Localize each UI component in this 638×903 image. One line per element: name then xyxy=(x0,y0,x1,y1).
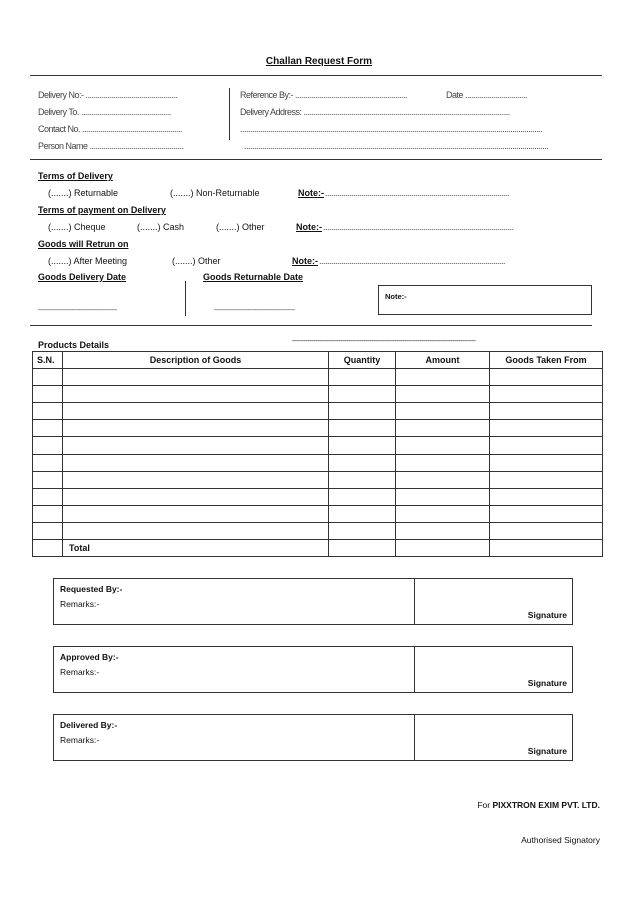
requested-by-signature[interactable]: Signature xyxy=(527,610,567,620)
delivered-by-box xyxy=(53,714,573,761)
total-row xyxy=(33,540,603,557)
total-label: Total xyxy=(63,540,329,557)
goods-delivery-date-field[interactable]: ------------------------------------------- xyxy=(38,307,117,314)
requested-by-label: Requested By:- xyxy=(60,584,123,594)
table-row xyxy=(33,505,603,522)
reference-by-field[interactable]: Reference By:- ........................................................ xyxy=(240,90,408,100)
payment-note-field[interactable]: ............................................................................................... xyxy=(323,222,514,232)
table-row xyxy=(33,420,603,437)
person-name-field[interactable]: Person Name ............................................... xyxy=(38,141,184,151)
delivery-address-line2[interactable]: ....................................................................................................................................................... xyxy=(240,124,543,134)
cash-option[interactable]: (.......) Cash xyxy=(137,222,185,232)
table-row xyxy=(33,369,603,386)
terms-of-delivery-heading: Terms of Delivery xyxy=(38,171,113,181)
cheque-option[interactable]: (.......) Cheque xyxy=(48,222,106,232)
approved-by-signature[interactable]: Signature xyxy=(527,678,567,688)
table-row xyxy=(33,471,603,488)
header-divider xyxy=(229,88,230,140)
requested-by-box xyxy=(53,578,573,625)
contact-no-field[interactable]: Contact No. .................................................. xyxy=(38,124,183,134)
return-note-label: Note:- xyxy=(292,256,318,266)
delivery-note-field[interactable]: ............................................................................................ xyxy=(325,188,510,198)
delivery-address-field[interactable]: Delivery Address: ....................................................................................................... xyxy=(240,107,510,117)
terms-rule xyxy=(30,325,592,326)
products-details-heading: Products Details xyxy=(38,340,110,350)
table-row xyxy=(33,386,603,403)
col-header-quantity: Quantity xyxy=(329,352,396,369)
company-name: PIXXTRON EXIM PVT. LTD. xyxy=(492,800,600,810)
form-title: Challan Request Form xyxy=(265,56,373,67)
return-note-field[interactable]: ............................................................................................. xyxy=(319,256,506,266)
col-header-goods-taken-from: Goods Taken From xyxy=(490,352,603,369)
goods-delivery-date-heading: Goods Delivery Date xyxy=(38,272,127,282)
title-rule xyxy=(30,75,602,76)
date-divider xyxy=(185,281,186,316)
products-table xyxy=(32,351,603,557)
approved-by-remarks[interactable]: Remarks:- xyxy=(60,667,100,677)
total-quantity[interactable] xyxy=(329,540,396,557)
table-row xyxy=(33,437,603,454)
authorised-signatory: Authorised Signatory xyxy=(521,835,600,845)
total-amount[interactable] xyxy=(396,540,490,557)
box-divider xyxy=(414,579,415,624)
returnable-option[interactable]: (.......) Returnable xyxy=(48,188,119,198)
non-returnable-option[interactable]: (.......) Non-Returnable xyxy=(170,188,260,198)
payment-note-label: Note:- xyxy=(296,222,322,232)
box-divider xyxy=(414,715,415,760)
date-note-label: Note:- xyxy=(385,292,407,301)
delivery-no-field[interactable]: Delivery No:- .............................................. xyxy=(38,90,178,100)
delivered-by-signature[interactable]: Signature xyxy=(527,746,567,756)
approved-by-label: Approved By:- xyxy=(60,652,119,662)
delivery-note-label: Note:- xyxy=(298,188,324,198)
goods-return-heading: Goods will Retrun on xyxy=(38,239,129,249)
delivered-by-remarks[interactable]: Remarks:- xyxy=(60,735,100,745)
other-payment-option[interactable]: (.......) Other xyxy=(216,222,265,232)
table-row xyxy=(33,522,603,539)
box-divider xyxy=(414,647,415,692)
requested-by-remarks[interactable]: Remarks:- xyxy=(60,599,100,609)
col-header-amount: Amount xyxy=(396,352,490,369)
header-rule xyxy=(30,159,602,160)
company-line xyxy=(477,800,600,810)
terms-of-payment-heading: Terms of payment on Delivery xyxy=(38,205,166,215)
products-heading-dashes: ----------------------------------------------------------------------------------------------- xyxy=(292,338,476,345)
goods-returnable-date-field[interactable]: -------------------------------------------- xyxy=(214,307,295,314)
table-row xyxy=(33,454,603,471)
goods-returnable-date-heading: Goods Returnable Date xyxy=(203,272,304,282)
delivery-address-line3[interactable]: ........................................................................................................................................................ xyxy=(244,141,549,151)
col-header-sn: S.N. xyxy=(33,352,63,369)
other-return-option[interactable]: (.......) Other xyxy=(172,256,221,266)
delivery-to-field[interactable]: Delivery To. ............................................. xyxy=(38,107,171,117)
date-field[interactable]: Date ............................... xyxy=(446,90,528,100)
approved-by-box xyxy=(53,646,573,693)
table-row xyxy=(33,403,603,420)
after-meeting-option[interactable]: (.......) After Meeting xyxy=(48,256,128,266)
delivered-by-label: Delivered By:- xyxy=(60,720,118,730)
for-prefix: For xyxy=(477,800,493,810)
col-header-description: Description of Goods xyxy=(63,352,329,369)
date-note-box[interactable] xyxy=(378,285,592,315)
table-row xyxy=(33,488,603,505)
